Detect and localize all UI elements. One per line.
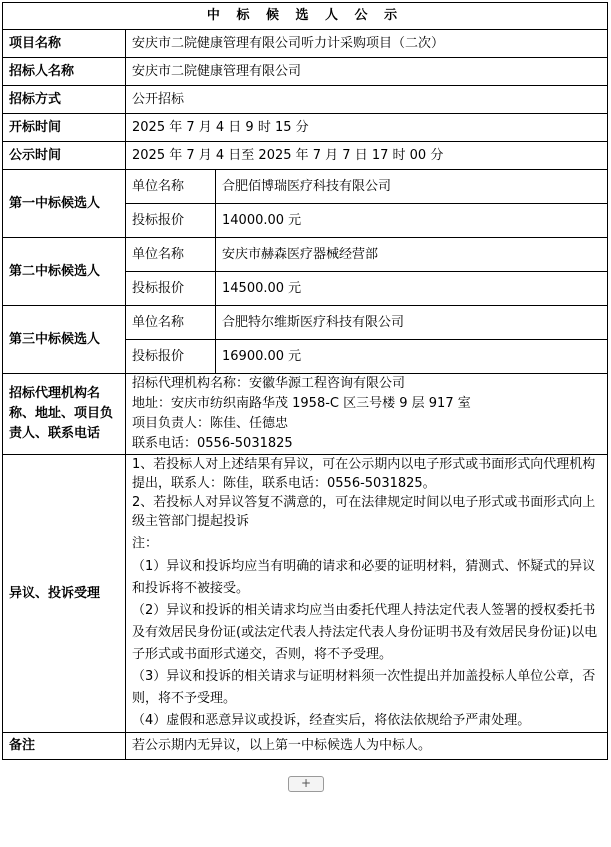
- project-name-value: 安庆市二院健康管理有限公司听力计采购项目（二次）: [126, 30, 608, 58]
- project-name-label: 项目名称: [3, 30, 126, 58]
- objection-item-2: 2、若投标人对异议答复不满意的，可在法律规定时间以电子形式或书面形式向上级主管部门提起投诉: [132, 495, 596, 529]
- agency-phone-line: 联系电话：0556-5031825: [132, 436, 293, 451]
- candidate-2-price: 14500.00 元: [216, 272, 608, 306]
- candidate-3-unit: 合肥特尔维斯医疗科技有限公司: [216, 306, 608, 340]
- remark-value: 若公示期内无异议，以上第一中标候选人为中标人。: [126, 733, 608, 760]
- candidate-2-price-label: 投标报价: [126, 272, 216, 306]
- objection-note-heading: 注：: [132, 536, 159, 551]
- remark-label: 备注: [3, 733, 126, 760]
- objection-label: 异议、投诉受理: [3, 455, 126, 733]
- candidate-2-unit-label: 单位名称: [126, 238, 216, 272]
- publicity-time-label: 公示时间: [3, 142, 126, 170]
- tenderer-name-label: 招标人名称: [3, 58, 126, 86]
- candidate-1-price-label: 投标报价: [126, 204, 216, 238]
- agency-address-line: 地址：安庆市纺织南路华茂 1958-C 区三号楼 9 层 917 室: [132, 396, 471, 411]
- objection-note-4: （4）虚假和恶意异议或投诉，经查实后，将依法依规给予严肃处理。: [132, 713, 531, 728]
- bid-opening-time-value: 2025 年 7 月 4 日 9 时 15 分: [126, 114, 608, 142]
- candidate-1-unit-label: 单位名称: [126, 170, 216, 204]
- objection-item-1: 1、若投标人对上述结果有异议，可在公示期内以电子形式或书面形式向代理机构提出，联系人：陈佳，联系电话：0556-5031825。: [132, 457, 596, 491]
- candidate-1-label: 第一中标候选人: [3, 170, 126, 238]
- bid-opening-time-label: 开标时间: [3, 114, 126, 142]
- tender-method-label: 招标方式: [3, 86, 126, 114]
- candidate-1-price: 14000.00 元: [216, 204, 608, 238]
- add-row-button[interactable]: +: [288, 776, 324, 792]
- candidate-3-price-label: 投标报价: [126, 340, 216, 374]
- tender-method-value: 公开招标: [126, 86, 608, 114]
- objection-content: [126, 455, 608, 733]
- agency-info: [126, 374, 608, 455]
- agency-label: 招标代理机构名称、地址、项目负责人、联系电话: [3, 374, 126, 455]
- publicity-time-value: 2025 年 7 月 4 日至 2025 年 7 月 7 日 17 时 00 分: [126, 142, 608, 170]
- agency-name-line: 招标代理机构名称：安徽华源工程咨询有限公司: [132, 376, 406, 391]
- candidate-2-unit: 安庆市赫森医疗器械经营部: [216, 238, 608, 272]
- objection-note-1: （1）异议和投诉均应当有明确的请求和必要的证明材料，猜测式、怀疑式的异议和投诉将不被接受。: [132, 559, 596, 596]
- objection-note-2: （2）异议和投诉的相关请求均应当由委托代理人持法定代表人签署的授权委托书及有效居民身份证(或法定代表人持法定代表人身份证明书及有效居民身份证)以电子形式或书面形式递交，否则，将不予受理。: [132, 603, 598, 662]
- candidate-2-label: 第二中标候选人: [3, 238, 126, 306]
- candidate-3-label: 第三中标候选人: [3, 306, 126, 374]
- candidate-3-unit-label: 单位名称: [126, 306, 216, 340]
- notice-table: [2, 2, 608, 760]
- notice-title: 中 标 候 选 人 公 示: [3, 3, 608, 30]
- tenderer-name-value: 安庆市二院健康管理有限公司: [126, 58, 608, 86]
- candidate-3-price: 16900.00 元: [216, 340, 608, 374]
- candidate-1-unit: 合肥佰博瑞医疗科技有限公司: [216, 170, 608, 204]
- agency-manager-line: 项目负责人：陈佳、任德忠: [132, 416, 289, 431]
- objection-note-3: （3）异议和投诉的相关请求与证明材料须一次性提出并加盖投标人单位公章，否则，将不予受理。: [132, 669, 596, 706]
